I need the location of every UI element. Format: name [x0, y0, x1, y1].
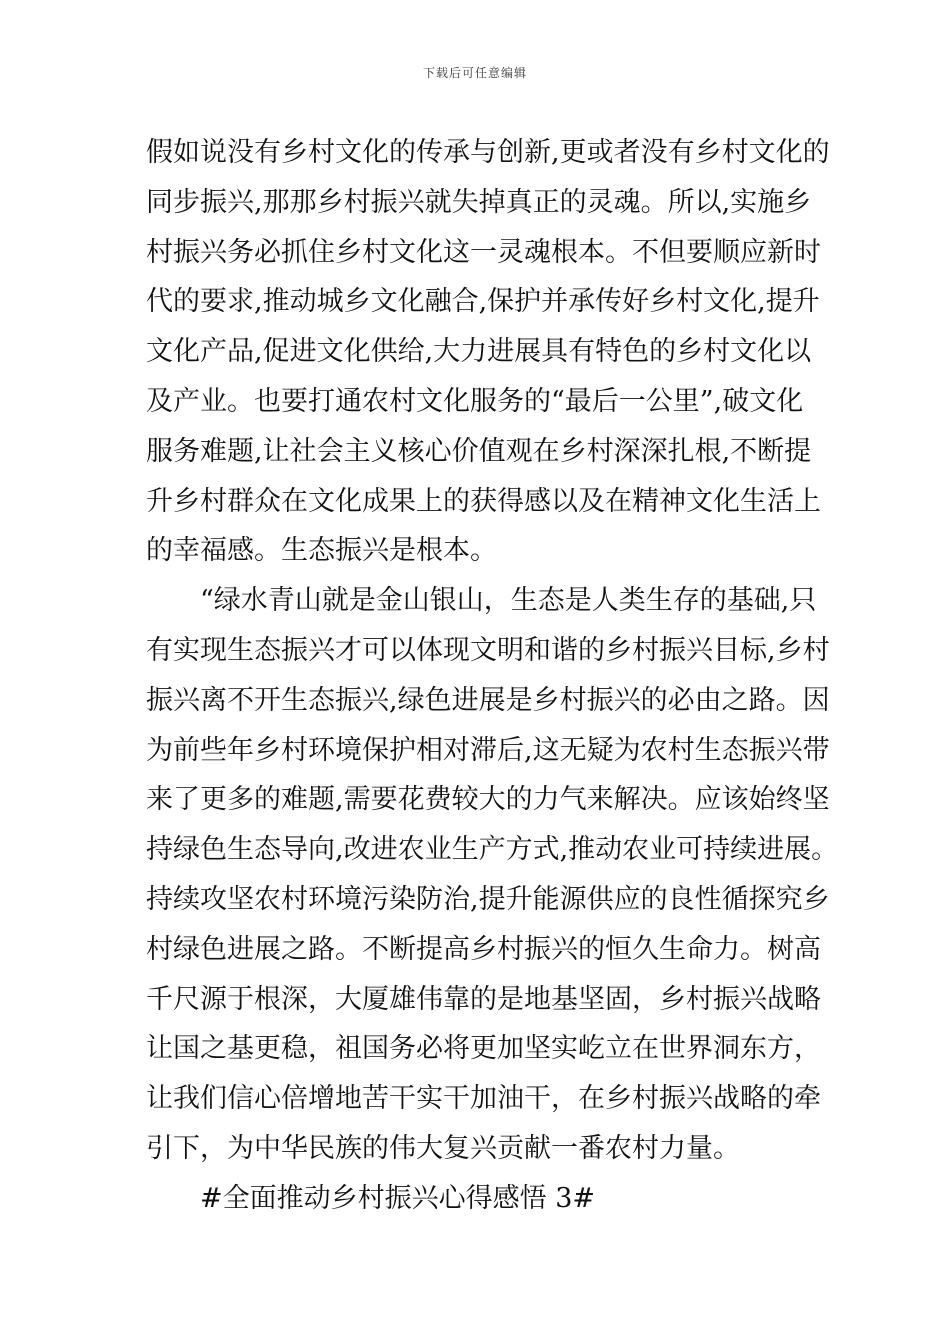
text-line: 有实现生态振兴才可以体现文明和谐的乡村振兴目标,乡村 [146, 634, 830, 666]
paragraph-culture [146, 128, 830, 576]
text-line: 来了更多的难题,需要花费较大的力气来解决。应该始终坚 [146, 784, 830, 816]
text-line: 假如说没有乡村文化的传承与创新,更或者没有乡村文化的 [146, 137, 830, 168]
text-line: 服务难题,让社会主义核心价值观在乡村深深扎根,不断提 [146, 435, 812, 467]
text-line: 村振兴务必抓住乡村文化这一灵魂根本。不但要顺应新时 [146, 236, 821, 268]
section-heading-text: #全面推动乡村振兴心得感悟 3# [200, 1182, 596, 1214]
text-line: 引下，为中华民族的伟大复兴贡献一番农村力量。 [146, 1132, 740, 1164]
document-body [146, 128, 839, 1224]
text-line: 及产业。也要打通农村文化服务的“最后一公里”,破文化 [146, 385, 804, 417]
text-line: 村绿色进展之路。不断提高乡村振兴的恒久生命力。树高 [146, 933, 821, 965]
text-line: 文化产品,促进文化供给,大力进展具有特色的乡村文化以 [146, 336, 812, 368]
text-line: 持续攻坚农村环境污染防治,提升能源供应的良性循探究乡 [146, 883, 830, 915]
text-line: 持绿色生态导向,改进农业生产方式,推动农业可持续进展。 [146, 834, 839, 866]
text-line: 的幸福感。生态振兴是根本。 [146, 535, 497, 567]
text-line: 代的要求,推动城乡文化融合,保护并承传好乡村文化,提升 [146, 286, 820, 318]
text-line: 升乡村群众在文化成果上的获得感以及在精神文化生活上 [146, 485, 821, 517]
text-line: 让我们信心倍增地苦干实干加油干，在乡村振兴战略的牵 [146, 1083, 821, 1115]
paragraph-ecology [146, 576, 839, 1174]
section-heading [146, 1174, 826, 1224]
text-line: 让国之基更稳，祖国务必将更加坚实屹立在世界洞东方， [146, 1033, 821, 1065]
page-header: 下载后可任意编辑 [422, 66, 527, 80]
text-line: 同步振兴,那那乡村振兴就失掉真正的灵魂。所以,实施乡 [146, 186, 812, 218]
text-line: 为前些年乡村环境保护相对滞后,这无疑为农村生态振兴带 [146, 734, 830, 766]
text-line: 千尺源于根深，大厦雄伟靠的是地基坚固，乡村振兴战略 [146, 983, 821, 1015]
text-line: “绿水青山就是金山银山，生态是人类生存的基础,只 [200, 585, 817, 617]
text-line: 振兴离不开生态振兴,绿色进展是乡村振兴的必由之路。因 [146, 684, 830, 716]
